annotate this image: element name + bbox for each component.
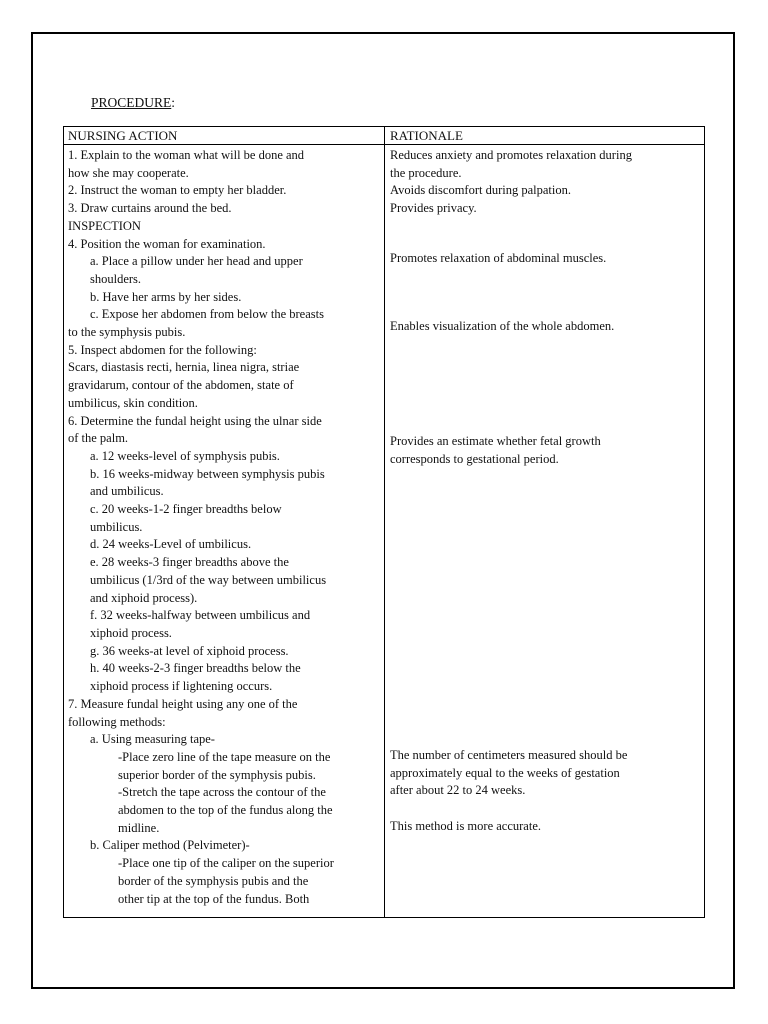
- procedure-heading-text: PROCEDURE: [91, 95, 172, 110]
- rationale-line: Provides an estimate whether fetal growth: [390, 434, 601, 448]
- action-line: -Stretch the tape across the contour of the: [118, 785, 326, 800]
- rationale-entry: [390, 147, 632, 182]
- rationale-line: approximately equal to the weeks of gestation: [390, 765, 620, 780]
- action-line: f. 32 weeks-halfway between umbilicus and: [90, 608, 311, 623]
- action-line: b. Caliper method (Pelvimeter)-: [90, 838, 250, 853]
- action-line: xiphoid process if lightening occurs.: [90, 679, 273, 694]
- action-line: a. Using measuring tape-: [90, 732, 215, 747]
- action-line: e. 28 weeks-3 finger breadths above the: [90, 555, 289, 570]
- rationale-entry: [390, 250, 606, 268]
- rationale-line: The number of centimeters measured should be: [390, 748, 628, 762]
- action-line: b. Have her arms by her sides.: [90, 289, 242, 304]
- action-line: other tip at the top of the fundus. Both: [118, 891, 310, 906]
- action-line: border of the symphysis pubis and the: [118, 873, 309, 888]
- action-line: umbilicus, skin condition.: [68, 395, 198, 410]
- rationale-entry: [390, 747, 627, 800]
- rationale-entry: [390, 200, 477, 218]
- nursing-action-column: [68, 147, 382, 908]
- rationale-line: Reduces anxiety and promotes relaxation during: [390, 148, 632, 162]
- action-line: 6. Determine the fundal height using the ulnar side: [68, 413, 322, 428]
- action-line: c. 20 weeks-1-2 finger breadths below: [90, 502, 282, 517]
- action-line: 5. Inspect abdomen for the following:: [68, 342, 257, 357]
- rationale-line: after about 22 to 24 weeks.: [390, 783, 526, 798]
- action-line: 7. Measure fundal height using any one of the: [68, 696, 298, 711]
- action-line: and xiphoid process).: [90, 590, 198, 605]
- action-line: 4. Position the woman for examination.: [68, 236, 266, 251]
- action-line: umbilicus (1/3rd of the way between umbilicus: [90, 572, 327, 587]
- procedure-heading-colon: :: [171, 95, 176, 110]
- action-line: 3. Draw curtains around the bed.: [68, 201, 232, 216]
- action-line: and umbilicus.: [90, 484, 164, 499]
- action-line: 2. Instruct the woman to empty her bladder.: [68, 183, 287, 198]
- action-line: to the symphysis pubis.: [68, 325, 186, 340]
- header-divider: [64, 144, 704, 145]
- rationale-header: RATIONALE: [390, 128, 463, 143]
- action-line: a. Place a pillow under her head and upper: [90, 254, 303, 269]
- action-line: xiphoid process.: [90, 625, 172, 640]
- action-line: abdomen to the top of the fundus along the: [118, 803, 333, 818]
- rationale-entry: [390, 818, 541, 836]
- action-line: h. 40 weeks-2-3 finger breadths below the: [90, 661, 301, 676]
- rationale-line: Avoids discomfort during palpation.: [390, 183, 571, 197]
- rationale-line: the procedure.: [390, 165, 462, 180]
- nursing-action-header: NURSING ACTION: [68, 128, 178, 143]
- action-line: c. Expose her abdomen from below the breasts: [90, 307, 324, 322]
- action-line: -Place one tip of the caliper on the superior: [118, 856, 334, 871]
- action-line: how she may cooperate.: [68, 165, 189, 180]
- action-line: Scars, diastasis recti, hernia, linea nigra, striae: [68, 360, 300, 375]
- procedure-table: [63, 126, 705, 918]
- rationale-entry: [390, 318, 614, 336]
- action-line: 1. Explain to the woman what will be done and: [68, 148, 305, 162]
- action-line: of the palm.: [68, 431, 129, 446]
- action-line: umbilicus.: [90, 519, 143, 534]
- action-line: -Place zero line of the tape measure on the: [118, 749, 331, 764]
- column-divider: [384, 127, 385, 917]
- action-line: g. 36 weeks-at level of xiphoid process.: [90, 643, 289, 658]
- rationale-line: Provides privacy.: [390, 201, 477, 215]
- action-line: b. 16 weeks-midway between symphysis pubis: [90, 466, 325, 481]
- inspection-subheading: INSPECTION: [68, 218, 141, 233]
- rationale-line: This method is more accurate.: [390, 819, 541, 833]
- action-line: following methods:: [68, 714, 166, 729]
- procedure-heading: [91, 94, 175, 112]
- rationale-entry: [390, 433, 601, 468]
- rationale-line: Enables visualization of the whole abdomen.: [390, 319, 615, 333]
- action-line: d. 24 weeks-Level of umbilicus.: [90, 537, 252, 552]
- rationale-line: Promotes relaxation of abdominal muscles.: [390, 251, 607, 265]
- action-line: midline.: [118, 820, 160, 835]
- rationale-line: corresponds to gestational period.: [390, 451, 559, 466]
- rationale-entry: [390, 182, 571, 200]
- action-line: gravidarum, contour of the abdomen, state of: [68, 378, 294, 393]
- action-line: shoulders.: [90, 271, 142, 286]
- action-line: a. 12 weeks-level of symphysis pubis.: [90, 448, 280, 463]
- action-line: superior border of the symphysis pubis.: [118, 767, 316, 782]
